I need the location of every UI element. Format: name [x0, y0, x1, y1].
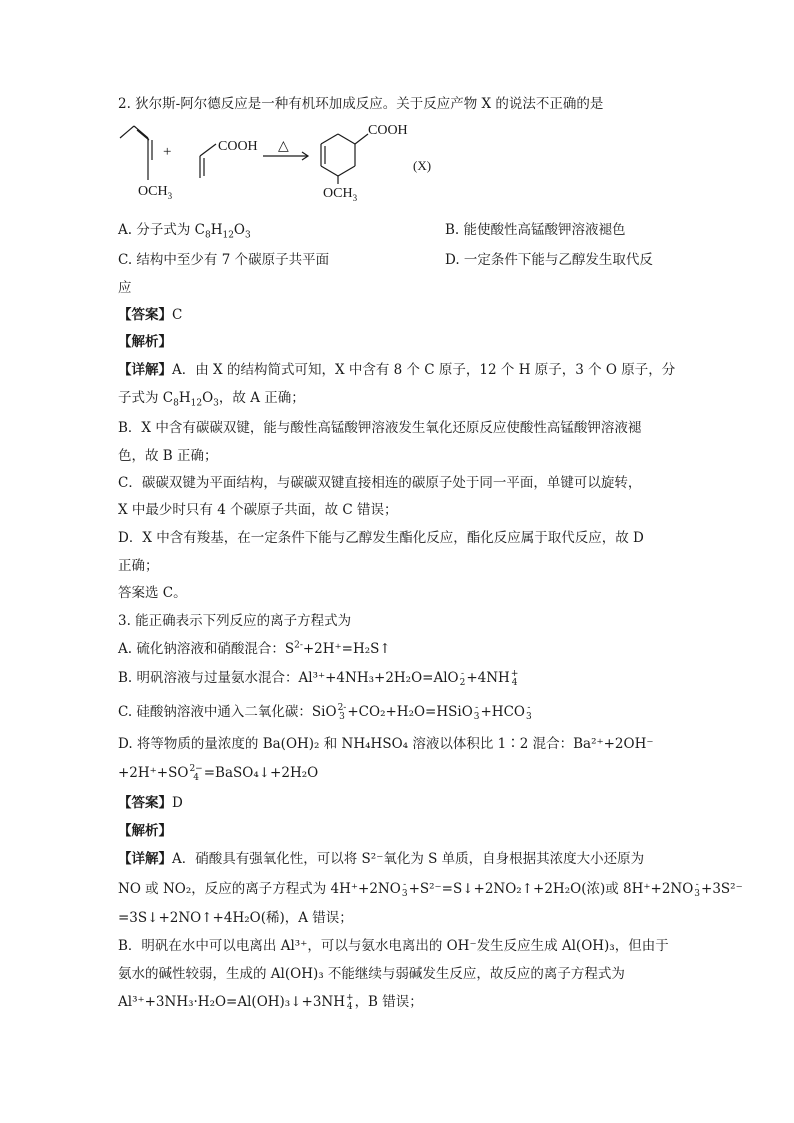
q2-option-c[interactable]: C. 结构中至少有 7 个碳原子共平面: [118, 252, 330, 268]
q3-analysis-label: 【解析】: [118, 823, 172, 839]
q2-analysis-label: 【解析】: [118, 334, 172, 350]
q2-explanation-6: X 中最少时只有 4 个碳原子共面，故 C 错误；: [118, 502, 398, 518]
plus-sign: +: [163, 144, 172, 160]
dienophile-structure: [200, 144, 216, 178]
q2-explanation-2: 子式为 $C_8H_{12}O_3$，故 A 正确；: [118, 390, 305, 409]
q2-explanation-1: 【详解】A．由 X 的结构简式可知，X 中含有 8 个 C 原子，12 个 H 原子，3 个 O 原子，分: [118, 362, 676, 378]
q2-stem: 2. 狄尔斯-阿尔德反应是一种有机环加成反应。关于反应产物 X 的说法不正确的是: [118, 96, 604, 112]
q3-option-a[interactable]: A. 硫化钠溶液和硝酸混合：$S^{2-}+2H^+=H_2S↑$: [118, 640, 391, 657]
q3-explanation-4: B．明矾在水中可以电离出 Al³⁺，可以与氨水电离出的 OH⁻发生反应生成 Al(OH)₃，但由于: [118, 938, 669, 954]
product-ring: [321, 134, 368, 184]
diene-och3: $OCH_3$: [138, 184, 173, 201]
q2-option-b[interactable]: B. 能使酸性高锰酸钾溶液褪色: [445, 222, 626, 238]
q3-explanation-3: =3S↓+2NO↑+4H₂O(稀)，A 错误；: [118, 910, 353, 926]
diene-structure: [120, 126, 152, 180]
q2-explanation-3: B．X 中含有碳碳双键，能与酸性高锰酸钾溶液发生氧化还原反应使酸性高锰酸钾溶液褪: [118, 420, 642, 436]
q3-option-d-cont: +2H⁺+SO 2− 4 =BaSO₄↓+2H₂O: [118, 763, 319, 783]
q2-explanation-5: C．碳碳双键为平面结构，与碳碳双键直接相连的碳原子处于同一平面，单键可以旋转，: [118, 475, 642, 491]
q2-option-d-cont: 应: [118, 280, 132, 296]
q2-explanation-4: 色，故 B 正确；: [118, 448, 218, 464]
q3-stem: 3. 能正确表示下列反应的离子方程式为: [118, 613, 352, 629]
q3-option-c[interactable]: C. 硅酸钠溶液中通入二氧化碳：SiO 2- 3 +CO₂+H₂O=HSiO - 3 +HCO - 3: [118, 702, 532, 722]
q2-explanation-8: 正确；: [118, 558, 159, 574]
diels-alder-scheme: [118, 118, 678, 218]
product-acid-group: COOH: [368, 123, 408, 138]
product-och3: $OCH_3$: [323, 186, 358, 203]
q3-answer: 【答案】D: [118, 795, 183, 811]
q3-option-b[interactable]: B. 明矾溶液与过量氨水混合：Al³⁺+4NH₃+2H₂O=AlO - 2 +4NH + 4: [118, 668, 519, 688]
q2-answer: 【答案】C: [118, 307, 183, 323]
heat-symbol: △: [278, 139, 289, 154]
q3-option-d[interactable]: D. 将等物质的量浓度的 Ba(OH)₂ 和 NH₄HSO₄ 溶液以体积比 1∶2 混合：Ba²⁺+2OH⁻: [118, 736, 654, 752]
q3-explanation-2: NO 或 NO₂，反应的离子方程式为 4H⁺+2NO - 3 +S²⁻=S↓+2NO₂↑+2H₂O(浓)或 8H⁺+2NO - 3 +3S²⁻: [118, 879, 743, 899]
q2-explanation-7: D．X 中含有羧基，在一定条件下能与乙醇发生酯化反应，酯化反应属于取代反应，故 D: [118, 530, 644, 546]
q2-option-d[interactable]: D. 一定条件下能与乙醇发生取代反: [445, 252, 653, 268]
q3-explanation-5: 氨水的碱性较弱，生成的 Al(OH)₃ 不能继续与弱碱发生反应，故反应的离子方程式为: [118, 966, 625, 982]
q2-option-a[interactable]: A. 分子式为 $C_8H_{12}O_3$: [118, 222, 251, 241]
product-label: (X): [413, 158, 432, 173]
q2-explanation-9: 答案选 C。: [118, 585, 187, 601]
q3-explanation-1: 【详解】A．硝酸具有强氧化性，可以将 S²⁻氧化为 S 单质，自身根据其浓度大小还原为: [118, 851, 645, 867]
acid-group: COOH: [218, 139, 258, 154]
q3-explanation-6: Al³⁺+3NH₃·H₂O=Al(OH)₃↓+3NH + 4 ，B 错误；: [118, 992, 423, 1012]
